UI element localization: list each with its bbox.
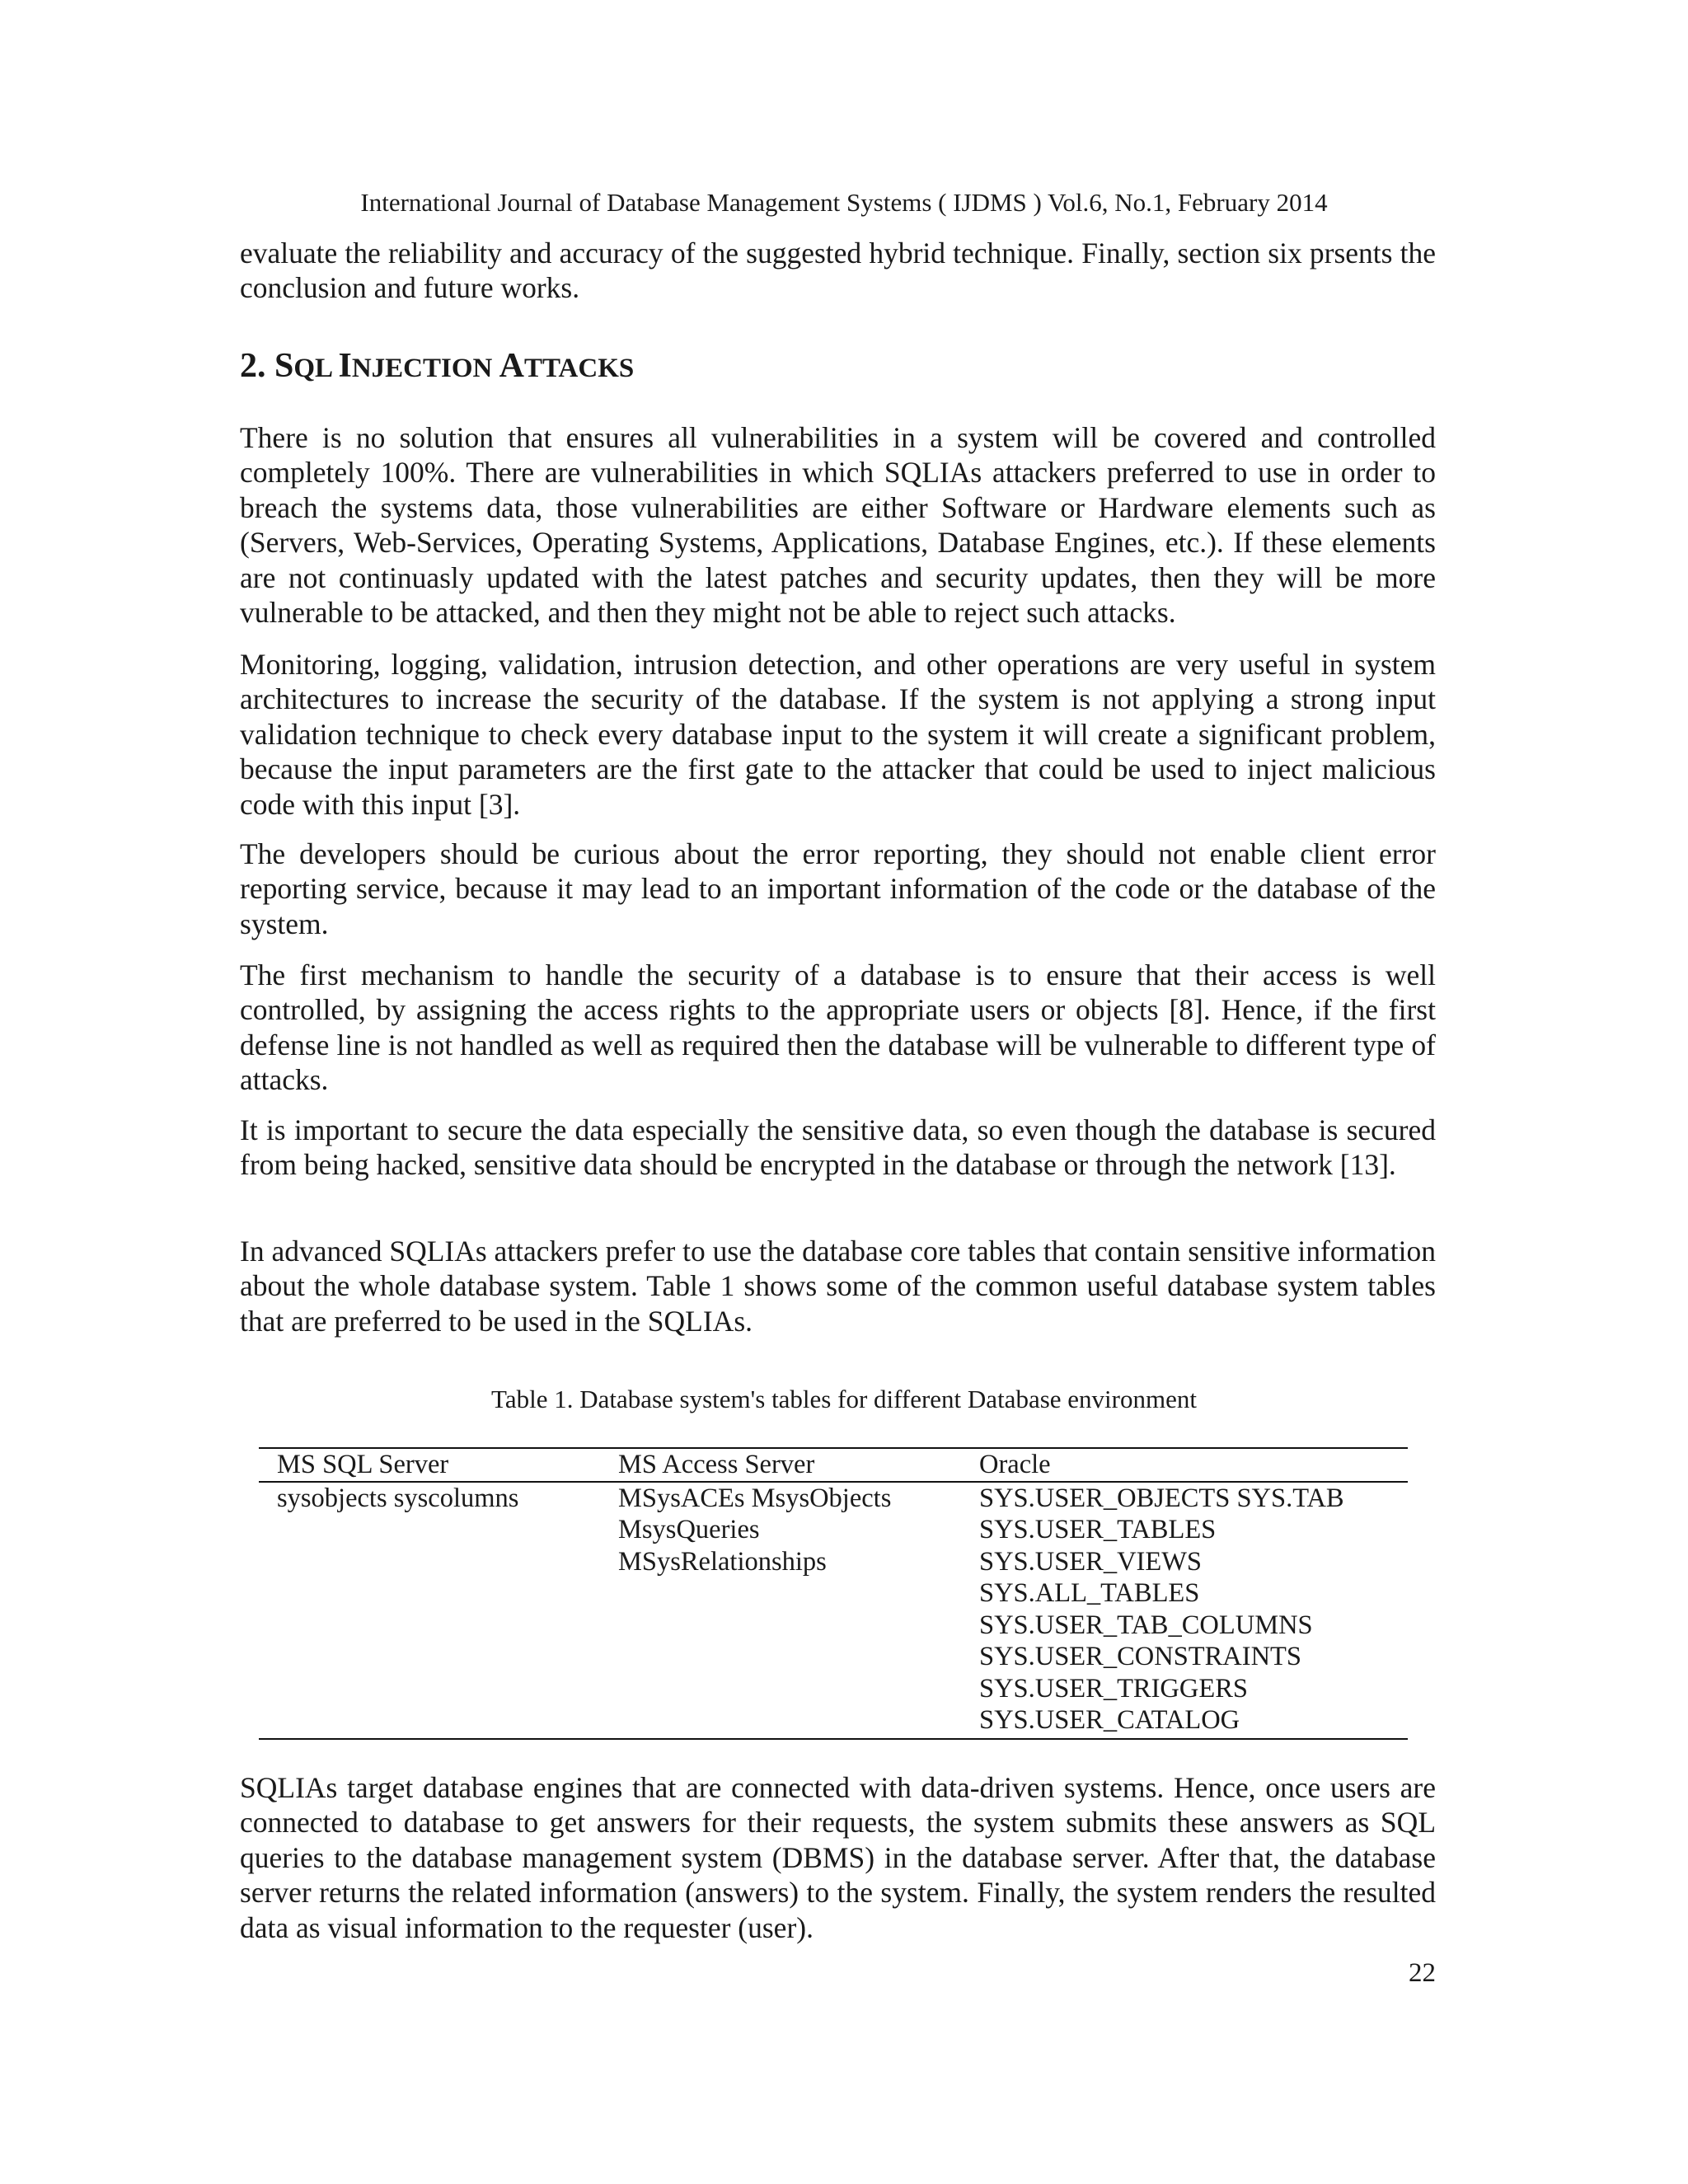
- closing-paragraph: SQLIAs target database engines that are connected with data-driven systems. Hence, once users are connected to database to get answers for their requests, the system submits these answers as SQL queries to the database management system (DBMS) in the database server. After that, the database server returns the related information (answers) to the system. Finally, the system renders the resulted data as visual information to the requester (user).: [240, 1771, 1436, 1944]
- paragraph-block-2: [240, 647, 1436, 822]
- body-paragraph: The first mechanism to handle the security of a database is to ensure that their access is well controlled, by assigning the access rights to the appropriate users or objects [8]. Hence, if the first defense line is not handled as well as required then the database will be vulnerable to different type of attacks.: [240, 958, 1436, 1097]
- section-number: 2.: [240, 347, 266, 385]
- paragraph-block-3: [240, 837, 1436, 941]
- body-paragraph: There is no solution that ensures all vulnerabilities in a system will be covered and controlled completely 100%. There are vulnerabilities in which SQLIAs attackers preferred to use in order to breach the systems data, those vulnerabilities are either Software or Hardware elements such as (Servers, Web-Services, Operating Systems, Applications, Database Engines, etc.). If these elements are not continuasly updated with the latest patches and security updates, then they will be more vulnerable to be attacked, and then they might not be able to reject such attacks.: [240, 421, 1436, 630]
- header-ms-sql-server: MS SQL Server: [277, 1450, 449, 1479]
- table-cell-line: SYS.USER_TAB_COLUMNS: [979, 1610, 1313, 1640]
- title-part: S: [274, 347, 294, 385]
- table-cell-line: SYS.ALL_TABLES: [979, 1578, 1200, 1608]
- paragraph-block-1: [240, 420, 1436, 630]
- paragraph-block-4: [240, 958, 1436, 1098]
- body-paragraph: The developers should be curious about the error reporting, they should not enable client error reporting service, because it may lead to an important information of the code or the database of the system.: [240, 837, 1436, 940]
- table-cell-line: SYS.USER_CONSTRAINTS: [979, 1642, 1301, 1671]
- intro-paragraph-block: [240, 236, 1436, 306]
- title-part: TTACKS: [523, 354, 635, 383]
- running-header: International Journal of Database Management Systems ( IJDMS ) Vol.6, No.1, February 2014: [360, 188, 1328, 217]
- cell-ms-sql-server: [259, 1482, 600, 1739]
- table-cell-line: SYS.USER_TRIGGERS: [979, 1673, 1248, 1704]
- title-part: QL: [293, 354, 339, 383]
- system-tables-table: [259, 1447, 1408, 1740]
- page-number: 22: [1409, 1958, 1436, 1988]
- table-cell-line: SYS.USER_TABLES: [979, 1515, 1217, 1544]
- body-paragraph: In advanced SQLIAs attackers prefer to use the database core tables that contain sensitive information about the whole database system. Table 1 shows some of the common useful database system tables that are preferred to be used in the SQLIAs.: [240, 1235, 1437, 1338]
- closing-paragraph-block: [240, 1770, 1436, 1945]
- title-part: A: [499, 347, 524, 385]
- paragraph-block-6: [240, 1234, 1436, 1338]
- table-row: [259, 1482, 1408, 1739]
- cell-oracle: [961, 1482, 1408, 1739]
- table-cell-line: SYS.USER_CATALOG: [979, 1705, 1240, 1735]
- table-header-row: [259, 1448, 1408, 1482]
- table-cell-line: MSysACEs MsysObjects: [618, 1483, 892, 1513]
- data-table: [259, 1447, 1408, 1740]
- body-paragraph: It is important to secure the data especially the sensitive data, so even though the database is secured from being hacked, sensitive data should be encrypted in the database or through the network [13].: [240, 1113, 1436, 1182]
- table-cell-line: sysobjects syscolumns: [277, 1483, 519, 1513]
- header-ms-access-server: MS Access Server: [618, 1450, 815, 1479]
- table-cell-line: SYS.USER_OBJECTS SYS.TAB: [979, 1483, 1344, 1513]
- table-cell-line: MSysRelationships: [618, 1546, 827, 1577]
- intro-paragraph: evaluate the reliability and accuracy of the suggested hybrid technique. Finally, section six prsents the conclusion and future works.: [240, 237, 1436, 305]
- paragraph-block-5: [240, 1113, 1436, 1183]
- table-cell-line: SYS.USER_VIEWS: [979, 1546, 1202, 1577]
- section-heading: [240, 344, 634, 390]
- table-caption: Table 1. Database system's tables for different Database environment: [491, 1385, 1197, 1413]
- title-part: NJECTION: [351, 354, 499, 383]
- header-oracle: Oracle: [979, 1450, 1051, 1479]
- cell-ms-access-server: [600, 1482, 961, 1739]
- body-paragraph: Monitoring, logging, validation, intrusion detection, and other operations are very useful in system architectures to increase the security of the database. If the system is not applying a strong input validation technique to check every database input to the system it will create a significant problem, because the input parameters are the first gate to the attacker that could be used to inject malicious code with this input [3].: [240, 648, 1436, 821]
- title-part: I: [338, 347, 352, 385]
- table-cell-line: MsysQueries: [618, 1515, 760, 1544]
